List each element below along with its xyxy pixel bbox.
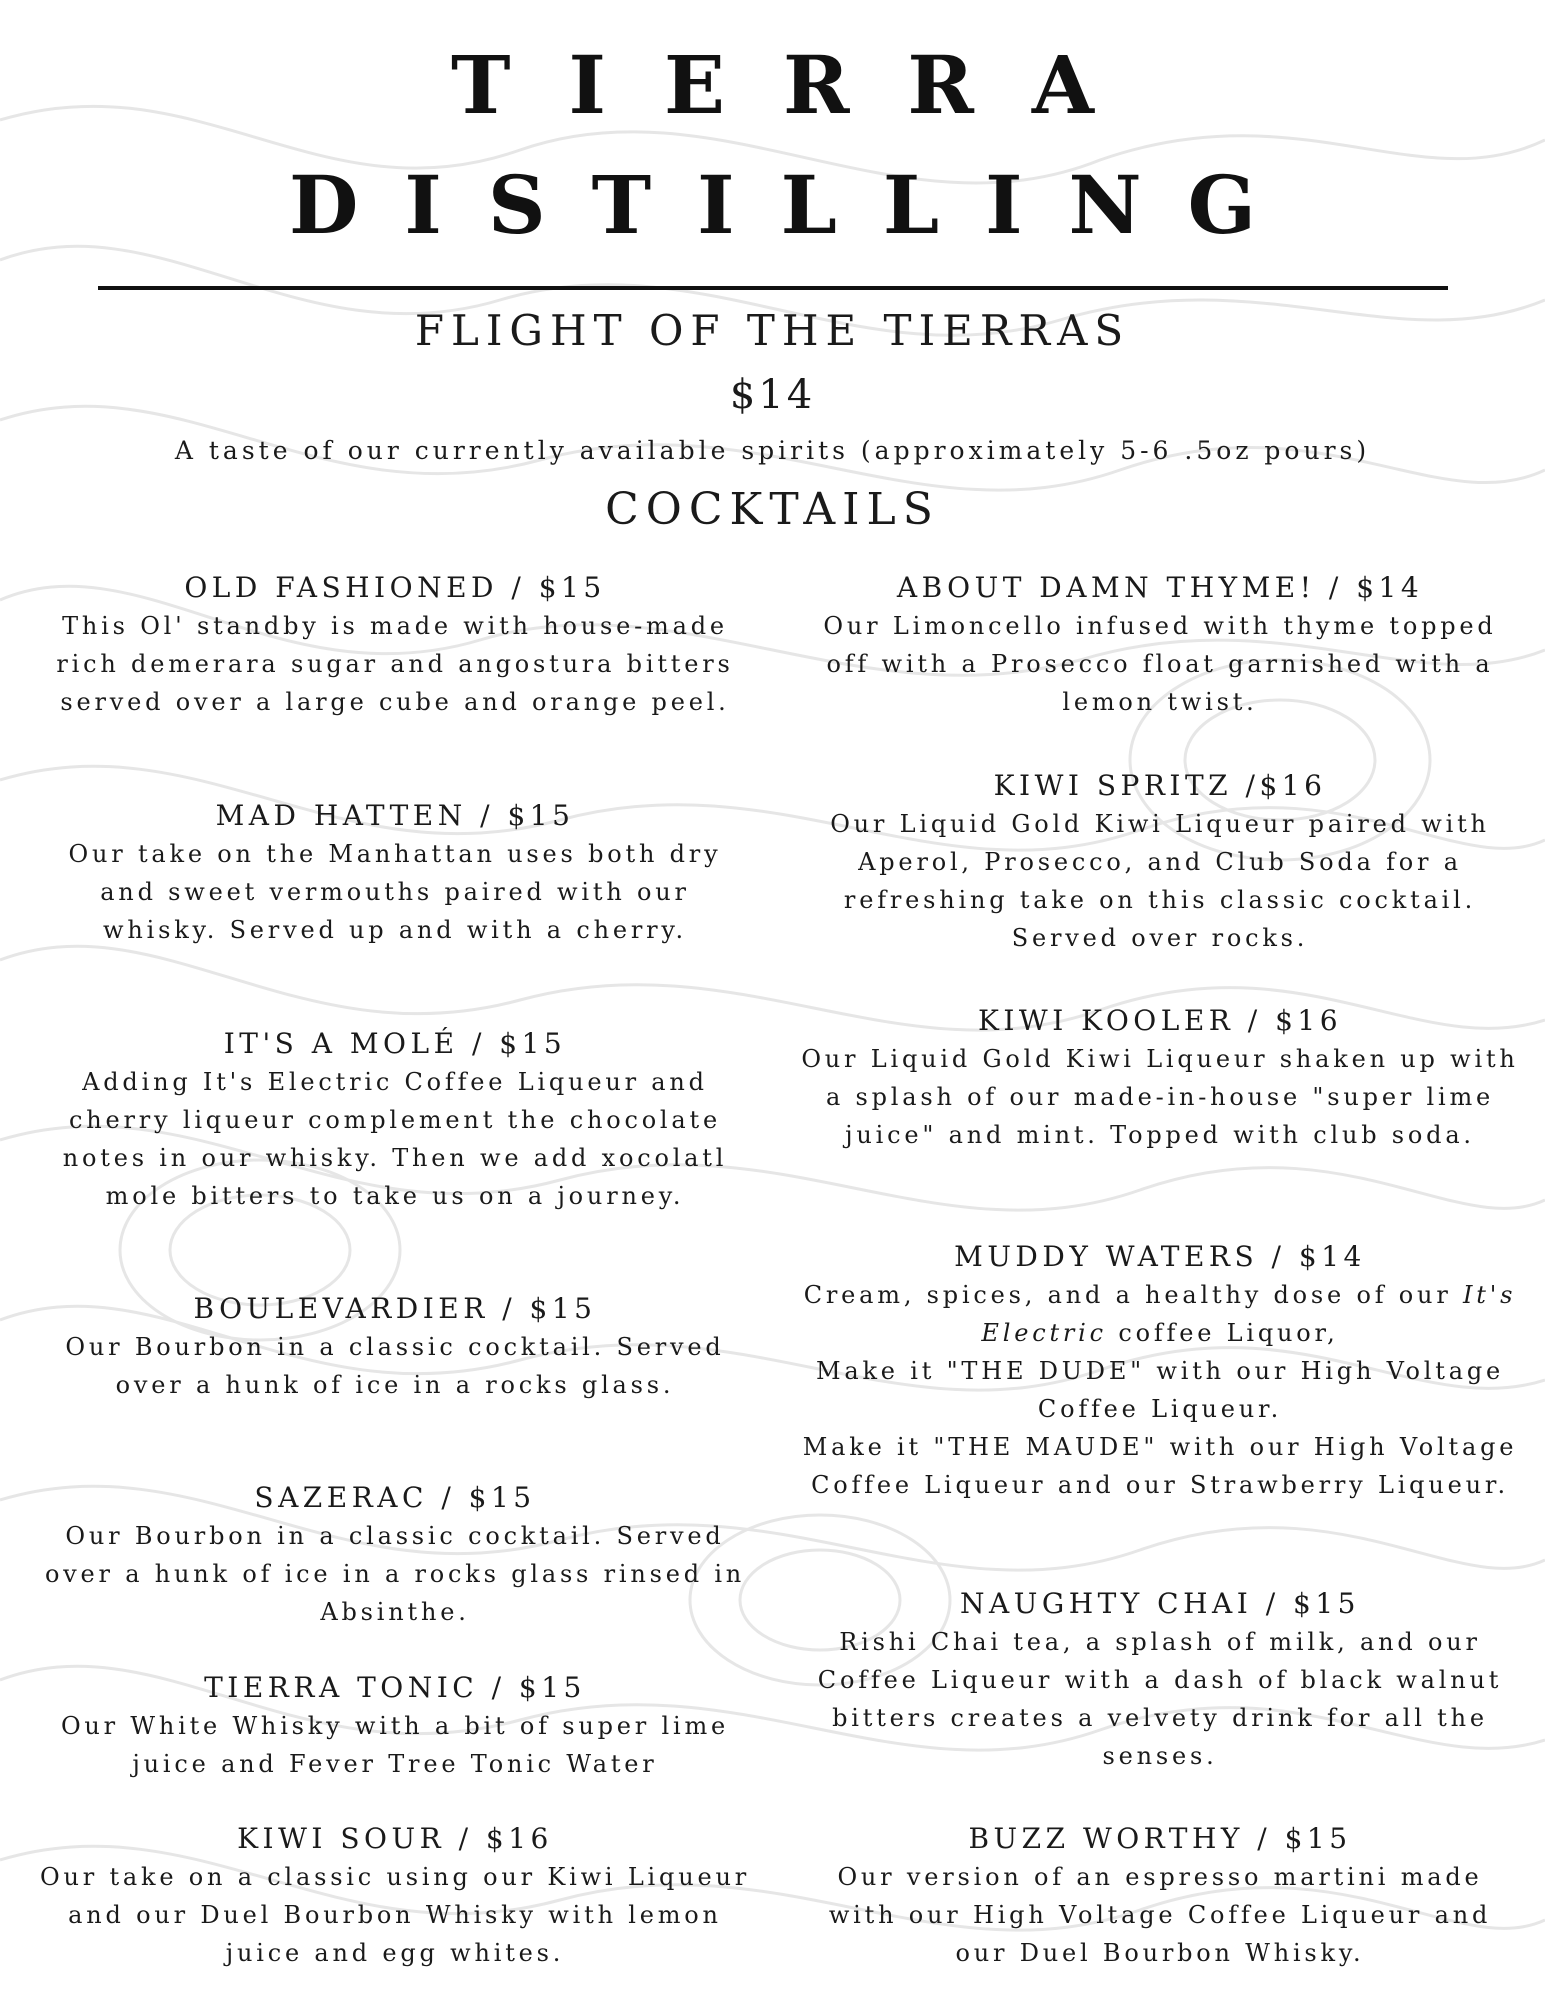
menu-item-kiwi-kooler (800, 1002, 1520, 1154)
menu-item-name: KIWI SOUR / $16 (237, 1822, 553, 1855)
menu-item-name: BUZZ WORTHY / $15 (968, 1822, 1352, 1855)
menu-item-muddy-waters (800, 1238, 1520, 1504)
muddy-waters-desc-line3: Make it "THE MAUDE" with our High Voltage Coffee Liqueur and our Strawberry Liqueur. (802, 1433, 1518, 1499)
menu-item-description: Our Limoncello infused with thyme topped off with a Prosecco float garnished with a lemon twist. (823, 612, 1497, 716)
muddy-waters-desc-line2: Make it "THE DUDE" with our High Voltage Coffee Liqueur. (815, 1357, 1504, 1423)
menu-item-its-a-mole (40, 1025, 750, 1215)
menu-item-mad-hatten (40, 797, 750, 949)
menu-item-description: Our White Whisky with a bit of super lime juice and Fever Tree Tonic Water (60, 1712, 730, 1778)
flight-title: FLIGHT OF THE TIERRAS (414, 306, 1131, 355)
menu-item-sazerac (40, 1479, 750, 1631)
menu-item-name: NAUGHTY CHAI / $15 (960, 1587, 1360, 1620)
menu-item-name: KIWI KOOLER / $16 (977, 1004, 1343, 1037)
menu-item-tierra-tonic (40, 1669, 750, 1783)
divider (98, 286, 1448, 290)
menu-item-name: IT'S A MOLÉ / $15 (223, 1027, 567, 1060)
menu-item-description: Our take on a classic using our Kiwi Liqueur and our Duel Bourbon Whisky with lemon juice and egg whites. (40, 1863, 750, 1967)
menu-item-description: Our Liquid Gold Kiwi Liqueur paired with Aperol, Prosecco, and Club Soda for a refreshing take on this classic cocktail. Served over rocks. (830, 810, 1490, 952)
menu-item-boulevardier (40, 1290, 750, 1404)
menu-item-description: Rishi Chai tea, a splash of milk, and our Coffee Liqueur with a dash of black walnut bitters creates a velvety drink for all the senses. (817, 1628, 1503, 1770)
flight-description: A taste of our currently available spirits (approximately 5-6 .5oz pours) (174, 436, 1371, 465)
menu-item-kiwi-spritz (800, 767, 1520, 957)
menu-item-name: MAD HATTEN / $15 (215, 799, 575, 832)
menu-item-name: MUDDY WATERS / $14 (954, 1240, 1366, 1273)
menu-item-name: TIERRA TONIC / $15 (204, 1671, 586, 1704)
menu-item-name: KIWI SPRITZ /$16 (993, 769, 1327, 802)
menu-item-description: Our Bourbon in a classic cocktail. Served over a hunk of ice in a rocks glass rinsed in Absinthe. (44, 1522, 746, 1626)
menu-item-description: Our Liquid Gold Kiwi Liqueur shaken up with a splash of our made-in-house "super lime juice" and mint. Topped with club soda. (801, 1045, 1519, 1149)
brand-title-line2: DISTILLING (289, 158, 1302, 252)
menu-item-description (800, 1276, 1520, 1504)
menu-item-description: Adding It's Electric Coffee Liqueur and cherry liqueur complement the chocolate notes in our whisky. Then we add xocolatl mole bitters to take us on a journey. (62, 1068, 728, 1210)
menu-item-description: Our Bourbon in a classic cocktail. Served over a hunk of ice in a rocks glass. (65, 1333, 725, 1399)
menu-item-buzz-worthy (800, 1820, 1520, 1972)
menu-item-name: SAZERAC / $15 (254, 1481, 536, 1514)
menu-item-kiwi-sour (40, 1820, 750, 1972)
muddy-waters-desc-line1: Cream, spices, and a healthy dose of our It's Electric coffee Liquor, (803, 1281, 1517, 1347)
menu-item-description: Our version of an espresso martini made with our High Voltage Coffee Liqueur and our Duel Bourbon Whisky. (828, 1863, 1492, 1967)
menu-item-description: Our take on the Manhattan uses both dry and sweet vermouths paired with our whisky. Served up and with a cherry. (68, 840, 722, 944)
menu-item-name: BOULEVARDIER / $15 (193, 1292, 597, 1325)
menu-item-name: OLD FASHIONED / $15 (184, 571, 606, 604)
menu-item-about-damn-thyme (800, 569, 1520, 721)
menu-item-naughty-chai (800, 1585, 1520, 1775)
flight-price: $14 (729, 372, 816, 418)
menu-item-name: ABOUT DAMN THYME! / $14 (896, 571, 1424, 604)
menu-item-old-fashioned (40, 569, 750, 721)
cocktails-heading: COCKTAILS (605, 484, 940, 535)
menu-item-description: This Ol' standby is made with house-made rich demerara sugar and angostura bitters served over a large cube and orange peel. (56, 612, 734, 716)
brand-title-line1: TIERRA (451, 38, 1152, 132)
